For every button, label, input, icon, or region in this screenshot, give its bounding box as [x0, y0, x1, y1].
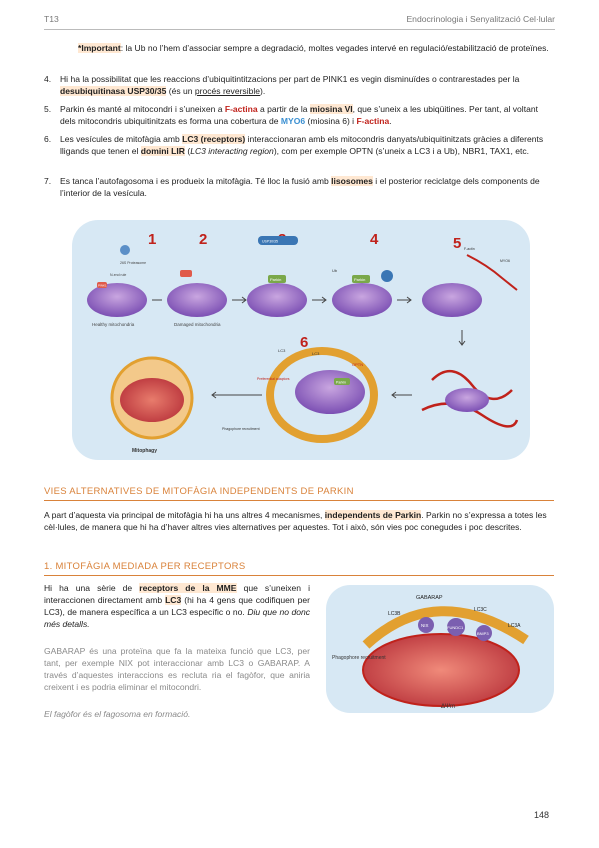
fundc1-label: FUNDC1 [447, 625, 464, 630]
chapter-label: T13 [44, 14, 59, 24]
item-text: a partir de la [257, 104, 310, 114]
figure-illustration [72, 220, 530, 460]
item-text: Es tanca l’autofagosoma i es produeix la mitofàgia. Té lloc la fusió amb [60, 176, 332, 186]
list-item-5 [44, 103, 552, 127]
item-red: F-actina [356, 116, 390, 126]
item-text: , que s’uneix a les ubiqüitines. Per tant, al voltant dels mitocondris ubiquitinitzats es forma una cobertura de [60, 104, 538, 126]
item-text: Les vesícules de mitofàgia amb [60, 134, 183, 144]
figure2-illustration [326, 585, 554, 713]
mitochondrion-caged [445, 388, 489, 412]
para-text: Hi ha una sèrie de [44, 583, 140, 593]
healthy-mitochondrion [87, 283, 147, 317]
item-number: 5. [44, 104, 52, 114]
item-bold: domini LIR [140, 146, 185, 156]
page-header [44, 14, 555, 28]
section-title-alternative-pathways: VIES ALTERNATIVES DE MITOFÀGIA INDEPENDENTS DE PARKIN [44, 486, 354, 497]
step-number: 4 [370, 231, 379, 248]
para-text: A part d’aquesta via principal de mitofàgia hi ha uns altres 4 mecanismes, [44, 510, 325, 520]
healthy-label: Healthy mitochondria [92, 322, 135, 327]
arrow-icon [312, 297, 326, 303]
important-label: *Important [78, 43, 121, 53]
damaged-label: Damaged mitochondria [174, 322, 221, 327]
para-text: (hi ha 4 gens que codifiquen per LC3), de manera específica a un LC3 específic o no. [44, 595, 310, 617]
mitochondrion-step3 [247, 283, 307, 317]
gabarap-label: GABARAP [416, 595, 443, 601]
item-text: ( [184, 146, 191, 156]
pink1-label: PINK1 [98, 283, 107, 288]
section-title-receptor-mitophagy: 1. MITOFÀGIA MEDIADA PER RECEPTORS [44, 561, 246, 572]
book-title: Endocrinologia i Senyalització Cel·lular [406, 14, 555, 24]
lc3a-label: LC3A [508, 623, 521, 629]
item-number: 7. [44, 176, 52, 186]
item-text: Parkin és manté al mitocondri i s’uneixen a [60, 104, 225, 114]
section-divider [44, 500, 554, 501]
item-bold: lisosomes [331, 176, 373, 186]
pink1-marker [180, 270, 192, 277]
section1-paragraph [44, 509, 554, 533]
nend-label: N-end rule [110, 273, 127, 277]
factin-label: F-actin [464, 247, 475, 251]
item-text: Hi ha la possibilitat que les reaccions d’ubiquitintitzacions per part de PINK1 es vegin disminuïdes o contrarestades per la [60, 74, 520, 84]
proteasome-label: 26S Proteasome [120, 261, 147, 265]
item-bold: desubiquitinasa USP30/35 [60, 86, 167, 96]
para-bold: independents de Parkin [324, 510, 422, 520]
mitochondrion-step4 [332, 283, 392, 317]
para-italic: Diu que no donc més detalls. [44, 607, 310, 629]
mitochondrion-degraded [120, 378, 184, 422]
item-number: 6. [44, 134, 52, 144]
important-note [78, 42, 552, 54]
item-underline: procés reversible [194, 86, 261, 96]
page-number: 148 [533, 810, 549, 820]
arrow-icon [392, 392, 412, 398]
preferential-adaptors-label: Preferential adaptors [257, 377, 290, 381]
membrane-potential-label: ΔΨm [441, 704, 456, 710]
mitochondrion-step5 [422, 283, 482, 317]
myo6-label: MYO6 [500, 259, 510, 263]
para-text: . Parkin no s’expressa a totes les cèl·lules, de manera que hi ha d’haver altres vies alternatives per aquestes. Tot i això, són vies poc conegudes i poc descrites. [44, 510, 547, 532]
arrow-icon [232, 297, 246, 303]
header-divider [44, 29, 555, 30]
step-number: 5 [453, 235, 462, 252]
parkin-label: Parkin [270, 277, 282, 282]
section2-paragraph [44, 582, 310, 630]
list-item-7 [44, 175, 552, 199]
step-number: 1 [148, 231, 157, 248]
item-red: F-actina [224, 104, 258, 114]
para-bold: receptors de la MME [139, 583, 237, 593]
important-text: : la Ub no l’hem d’associar sempre a degradació, moltes vegades intervé en regulació/estabilització de proteïnes. [120, 43, 549, 53]
item-number: 4. [44, 74, 52, 84]
item-italic: LC3 interacting region [190, 146, 274, 156]
item-text: (miosina 6) i [305, 116, 357, 126]
para-bold: LC3 [165, 595, 182, 605]
para-text: que s’uneixen i interaccionen directament amb [44, 583, 310, 605]
proteasome-icon [120, 245, 130, 255]
parkin-label: Parkin [336, 380, 346, 385]
parkin-label: Parkin [354, 277, 366, 282]
arrow-icon [212, 392, 262, 398]
arrow-icon [459, 330, 465, 345]
step-number: 6 [300, 334, 309, 351]
item-text: interaccionaran amb els mitocondris danyats/ubiquitinitzats gràcies a diferents lligands que tenen el [60, 134, 544, 156]
phagophore-recruitment-label: Phagophore recruitment [332, 655, 386, 661]
item-text: ), com per exemple OPTN (s’uneix a LC3 i a Ub), NBR1, TAX1, etc. [273, 146, 530, 156]
mitophagy-pathway-figure [72, 220, 530, 460]
lc3b-label: LC3B [388, 611, 401, 617]
optn-label: OPTN [352, 362, 364, 367]
section-divider [44, 575, 554, 576]
item-bold: miosina VI [309, 104, 353, 114]
receptor-mitophagy-figure [326, 585, 554, 713]
step-number: 2 [199, 231, 208, 248]
item-blue: MYO6 [280, 116, 306, 126]
item-text: ). [260, 86, 266, 96]
usp-marker [381, 270, 393, 282]
lc3c-label: LC3C [474, 607, 487, 613]
list-item-4 [44, 73, 552, 97]
section2-gabarap-paragraph: GABARAP és una proteïna que fa la mateixa funció que LC3, per tant, per exemple NIX pot interaccionar amb LC3 o GABARAP. A través d’aquestes interaccions es recluta ria el fagòfor, que aniria creixent i es podria eliminar el mitocondri. [44, 646, 310, 692]
item-text: (és un [166, 86, 195, 96]
list-item-6 [44, 133, 552, 157]
bnip3-label: BNIP3 [477, 631, 489, 636]
mitochondrion [363, 634, 519, 706]
phagophore-recruitment-label: Phagophore recruitment [222, 427, 260, 431]
arrow-icon [397, 297, 411, 303]
section2-note: El fagòfor és el fagosoma en formació. [44, 709, 191, 719]
mitochondrion-engulfed [295, 370, 365, 414]
nix-label: NIX [421, 623, 429, 628]
usp-label: USP30/35 [262, 239, 278, 244]
item-text: . [389, 116, 392, 126]
mitophagy-label: Mitophagy [132, 448, 157, 454]
damaged-mitochondrion [167, 283, 227, 317]
lc3-label: LC3 [278, 348, 286, 353]
item-bold: LC3 (receptors) [182, 134, 246, 144]
ub-label: Ub [332, 268, 338, 273]
item-text: i el posterior reciclatge dels components de l’interior de la vesícula. [60, 176, 540, 198]
lc3-label: LC3 [312, 351, 320, 356]
